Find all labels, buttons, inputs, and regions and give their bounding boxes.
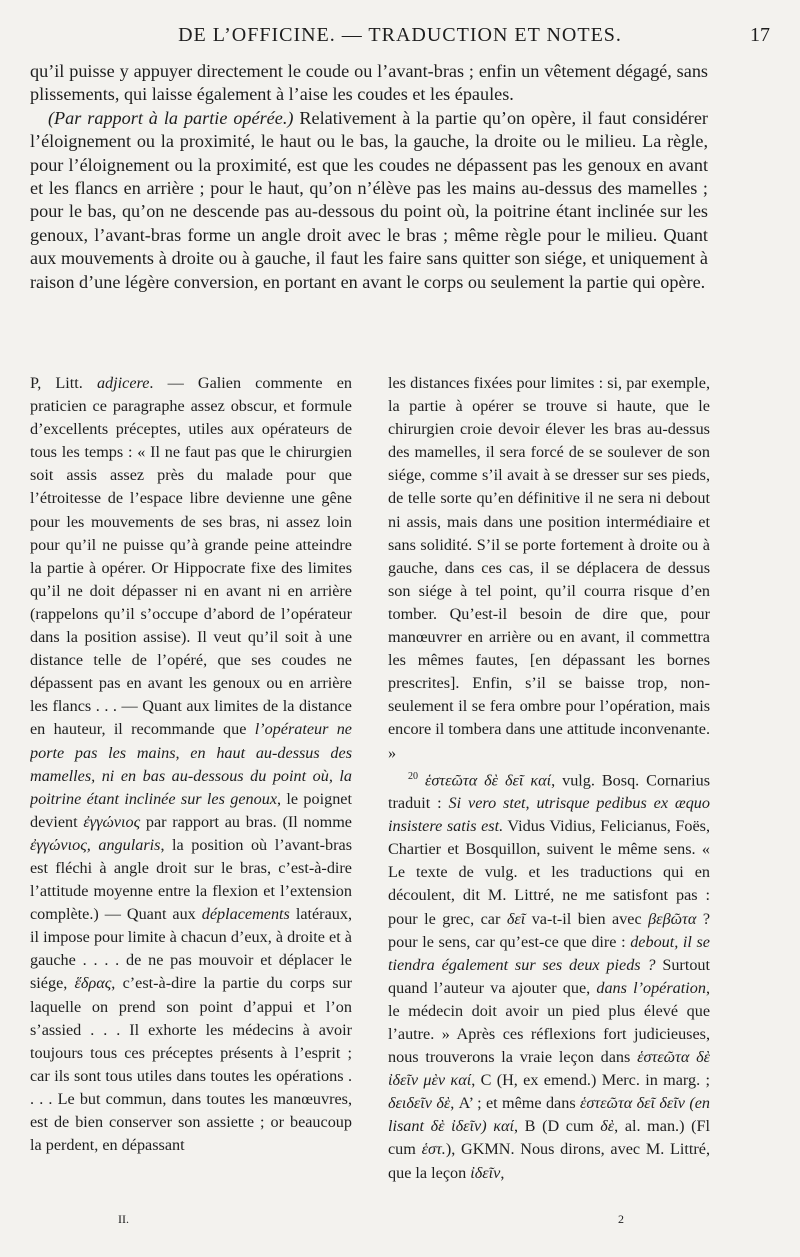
note-text: , A’ ; et même dans: [450, 1094, 580, 1113]
note-greek: ἐγγώνιος: [83, 812, 141, 831]
note-text: va-t-il bien avec: [525, 909, 649, 928]
note-greek: ἑστ.: [421, 1140, 446, 1159]
note-text: , B (D cum: [513, 1117, 601, 1136]
notes-right-column: [388, 372, 710, 1185]
footnote-20: [388, 765, 710, 1185]
footnote-number: 20: [408, 770, 418, 782]
note-text: ), GKMN. Nous dirons, avec M. Littré, que la leçon: [388, 1140, 710, 1182]
note-text: latéraux, il impose pour limite à chacun d’eux, à droite et à gauche . . . . de ne pas mouvoir et déplacer le siége,: [30, 905, 352, 993]
note-italic: ἐγγώνιος, angularis: [30, 835, 161, 854]
note-text: , le poignet devient: [30, 789, 352, 831]
running-title: DE L’OFFICINE. — TRADUCTION ET NOTES.: [178, 24, 622, 46]
note-greek: δὲ: [600, 1117, 615, 1136]
note-italic: Si vero stet, utrisque pedibus ex æquo insistere satis est.: [388, 794, 710, 836]
note-greek: βεβῶτα: [648, 909, 697, 928]
note-text: . — Galien commente en praticien ce paragraphe assez obscur, et formule d’excellents préceptes, utiles aux opérateurs de tous les temps : « Il ne faut pas que le chirurgien soit assis assez près du malade pour que l’étroitesse de l’espace libre devienne une gêne pour les mouvements de ses bras, ni assez loin pour qu’il ne puisse qu’à grande peine atteindre la partie à opérer. Or Hippocrate fixe des limites qu’il ne doit dépasser ni en avant ni en arrière (rappelons qu’il s’occupe d’abord de l’opérateur dans la position assise). Il veut qu’il soit à une distance telle de l’opéré, que ses coudes ne dépassent pas en avant les genoux ou en arrière les flancs . . . — Quant aux limites de la distance en hauteur, il recommande que: [30, 374, 352, 739]
paragraph-body: Relativement à la partie qu’on opère, il faut considérer l’éloignement ou la proximité, le haut ou le bas, la gauche, la droite ou le milieu. La règle, pour l’éloignement ou la proximité, est que les coudes ne dépassent pas les genoux en avant et les flancs en arrière ; pour le haut, qu’on n’élève pas les mains au-dessus des mamelles ; pour le bas, qu’on ne descende pas au-dessous du point où, la poitrine étant inclinée sur les genoux, l’avant-bras forme un angle droit avec le bras ; même règle pour le milieu. Quant aux mouvements à droite ou à gauche, il faut les faire sans quitter son siége, et uniquement à raison d’une légère conversion, en portant en avant le corps ou seulement la partie qui opère.: [30, 107, 708, 292]
note-text: P, Litt.: [30, 374, 97, 392]
note-text: , vulg. Bosq. Cornarius traduit :: [388, 770, 710, 813]
note-italic: dans l’opération: [596, 978, 706, 997]
note-greek: ἑστεῶτα δὲ δεῖ καί: [418, 770, 552, 789]
note-greek: ἑστεῶτα δεῖ δεῖν (en lisant δὲ ἰδεῖν) καί: [388, 1094, 710, 1136]
note-italic: l’opérateur ne porte pas les mains, en haut au-dessus des mamelles, ni en bas au-dessous du point où, la poitrine étant inclinée sur les genoux: [30, 720, 352, 808]
signature-mark-right: 2: [618, 1212, 624, 1226]
running-header: [30, 24, 770, 54]
note-text: , la position où l’avant-bras est fléchi à angle droit sur le bras, c’est-à-dire l’attitude moyenne entre la flexion et l’extension complète.) — Quant aux: [30, 835, 352, 924]
galien-note: [30, 372, 352, 1157]
note-greek: ἕδρας: [74, 974, 112, 993]
note-italic: debout, il se tiendra également sur ses deux pieds ?: [388, 932, 710, 974]
galien-note-continued: les distances fixées pour limites : si, par exemple, la partie à opérer se trouve si haute, que le chirurgien croie devoir élever les bras au-dessus des mamelles, il sera forcé de se soulever de son siége, comme s’il avait à se dresser sur ses pieds, de telle sorte qu’en définitive il ne sera ni debout ni assis, mais dans une position intermédiaire et sans solidité. S’il se porte fortement à droite ou à gauche, dans ces cas, il se déplacera de dessus son siége à tel point, qu’il courra risque d’en tomber. Qu’est-il besoin de dire que, pour manœuvrer en arrière ou en avant, il commettra les mêmes fautes, [en dépassant les bornes prescrites]. Enfin, s’il se baisse trop, non-seulement il se fera ombre pour l’opération, mais encore il tombera dans une attitude inconvenante. »: [388, 374, 710, 762]
note-greek: δειδεῖν δὲ: [388, 1094, 451, 1113]
note-text: par rapport au bras. (Il nomme: [140, 812, 352, 831]
note-text: Surtout quand l’auteur va ajouter que,: [388, 955, 710, 997]
note-text: ,: [500, 1163, 505, 1182]
note-text: , c’est-à-dire la partie du corps sur laquelle on prend son point d’appui et l’on s’assied . . . Il exhorte les médecins à avoir toujours tous ces préceptes présents à l’esprit ; car ils sont tous utiles dans toutes les opérations . . . . Le but commun, dans toutes les manœuvres, est de bien conserver son assiette ; or beaucoup la perdent, en dépassant: [30, 974, 352, 1155]
note-text: Vidus Vidius, Felicianus, Foës, Chartier et Bosquillon, suivent le même sens. « Le texte de vulg. et les traductions qui en découlent, dit M. Littré, ne me satisfont pas : pour le grec, car: [388, 817, 710, 928]
notes-left-column: [30, 372, 352, 1185]
main-text: [30, 60, 708, 294]
note-text: , le médecin doit avoir un pied plus élevé que l’autre. » Après ces réflexions fort judicieuses, nous trouverons la vraie leçon dans: [388, 978, 710, 1067]
paragraph-heading: (Par rapport à la partie opérée.): [48, 107, 294, 128]
note-italic: déplacements: [201, 905, 290, 924]
note-text: , al. man.) (Fl cum: [388, 1117, 710, 1159]
note-text: , C (H, ex emend.) Merc. in marg. ;: [471, 1071, 710, 1090]
note-text: ? pour le sens, car qu’est-ce que dire :: [388, 909, 710, 951]
partie-operee-paragraph: [30, 107, 708, 294]
page-footer: [0, 1212, 800, 1232]
signature-mark-left: II.: [118, 1212, 129, 1226]
note-italic: adjicere: [96, 374, 150, 392]
note-greek: δεῖ: [506, 909, 526, 928]
continuation-paragraph: qu’il puisse y appuyer directement le coude ou l’avant-bras ; enfin un vêtement dégagé, sans plissements, qui laisse également à l’aise les coudes et les épaules.: [30, 61, 708, 105]
notes-columns: [30, 372, 710, 1185]
page-number: 17: [750, 24, 770, 46]
note-greek: ἰδεῖν: [470, 1163, 501, 1182]
note-greek: ἑστεῶτα δὲ ἰδεῖν μὲν καί: [388, 1048, 710, 1090]
